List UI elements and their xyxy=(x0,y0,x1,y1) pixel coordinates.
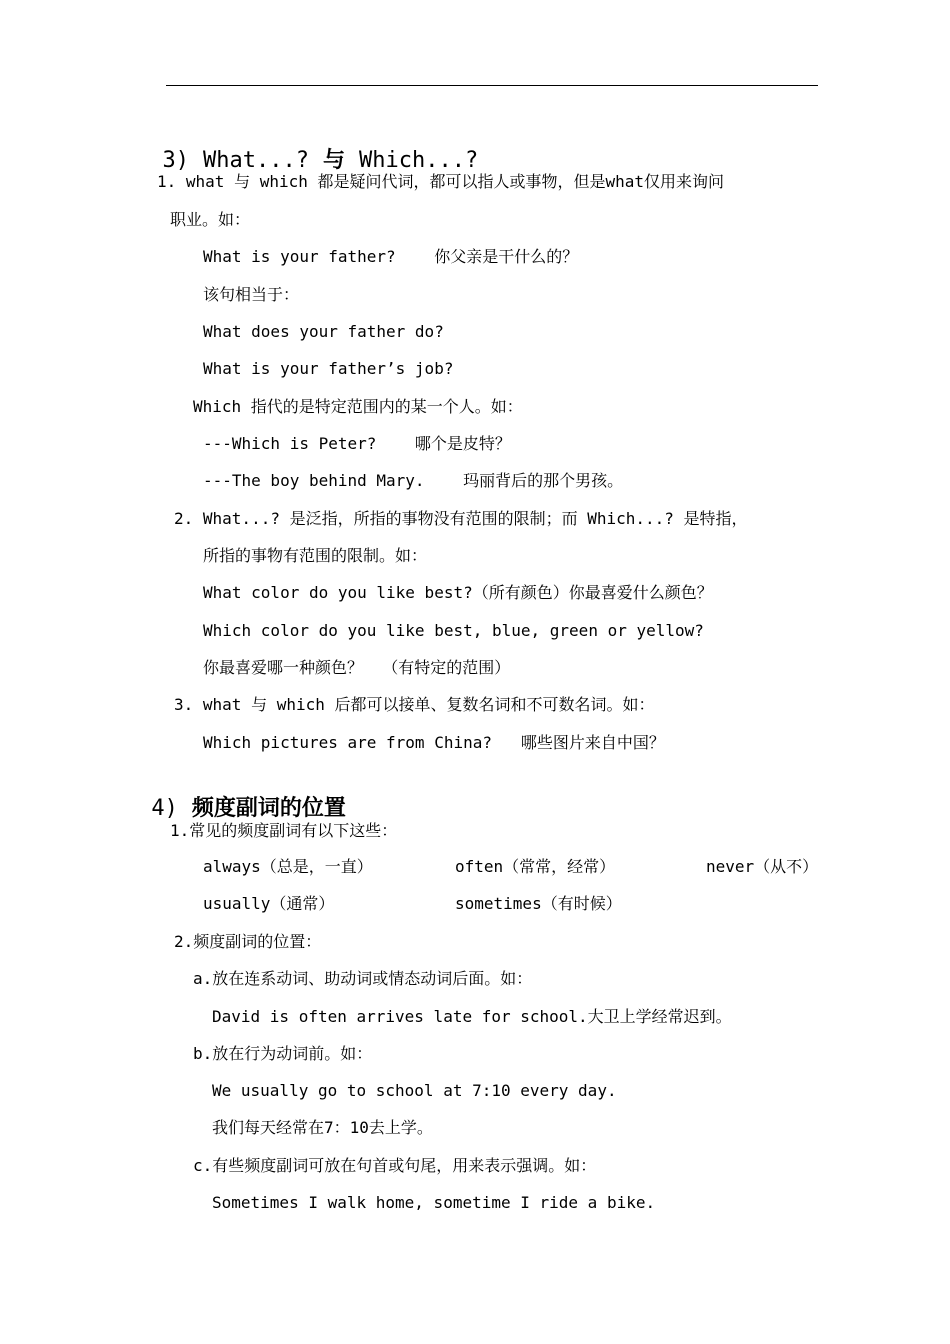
adverb-sometimes: sometimes（有时候） xyxy=(455,894,622,913)
rule-a-example: David is often arrives late for school.大卫上学经常迟到。 xyxy=(212,1007,732,1026)
section-3-title-and: 与 xyxy=(322,148,345,173)
point-1-line-1: 1. what 与 which 都是疑问代词，都可以指人或事物，但是what仅用来询问 xyxy=(157,172,725,191)
adverb-often: often（常常，经常） xyxy=(455,857,616,876)
example-which-color: Which color do you like best, blue, green or yellow? xyxy=(203,621,704,640)
section-4-heading xyxy=(136,767,346,823)
section-3-title-what: What...? xyxy=(203,148,309,173)
example-what-color: What color do you like best?（所有颜色）你最喜爱什么颜色？ xyxy=(203,583,713,602)
header-rule xyxy=(166,85,818,86)
example-which-pictures: Which pictures are from China? 哪些图片来自中国？ xyxy=(203,733,665,752)
rule-b-example-1: We usually go to school at 7:10 every day. xyxy=(212,1081,617,1100)
dialog-line-1: ---Which is Peter? 哪个是皮特？ xyxy=(203,434,511,453)
dialog-line-2: ---The boy behind Mary. 玛丽背后的那个男孩。 xyxy=(203,471,624,490)
point-1-line-2: 职业。如： xyxy=(170,210,251,229)
section-4-number: 4) xyxy=(151,796,178,821)
point-2-line-2: 所指的事物有范围的限制。如： xyxy=(203,546,428,565)
point-2-line-1: 2. What...? 是泛指，所指的事物没有范围的限制；而 Which...? 是特指， xyxy=(174,509,748,528)
section-3-number: 3) xyxy=(162,148,189,173)
example-which-color-translation: 你最喜爱哪一种颜色？ （有特定的范围） xyxy=(203,658,511,677)
rule-a-label: a.放在连系动词、助动词或情态动词后面。如： xyxy=(193,969,533,988)
adverb-never: never（从不） xyxy=(706,857,819,876)
example-what-does-father-do: What does your father do? xyxy=(203,322,444,341)
section-3-title-which: Which...? xyxy=(358,148,479,173)
section-4-title: 频度副词的位置 xyxy=(191,796,346,821)
which-intro: Which 指代的是特定范围内的某一个人。如： xyxy=(193,397,523,416)
example-father-job: What is your father’s job? xyxy=(203,359,454,378)
rule-c-example: Sometimes I walk home, sometime I ride a bike. xyxy=(212,1193,656,1212)
rule-b-label: b.放在行为动词前。如： xyxy=(193,1044,373,1063)
example-equivalent-note: 该句相当于： xyxy=(203,285,300,304)
section-3-heading xyxy=(136,119,478,175)
adverb-usually: usually（通常） xyxy=(203,894,335,913)
adverbs-intro: 1.常见的频度副词有以下这些： xyxy=(170,821,398,840)
adverb-always: always（总是，一直） xyxy=(203,857,373,876)
rule-b-example-2: 我们每天经常在7：10去上学。 xyxy=(212,1118,433,1137)
position-intro: 2.频度副词的位置： xyxy=(174,932,322,951)
rule-c-label: c.有些频度副词可放在句首或句尾，用来表示强调。如： xyxy=(193,1156,597,1175)
point-3-line-1: 3. what 与 which 后都可以接单、复数名词和不可数名词。如： xyxy=(174,695,655,714)
example-what-is-father: What is your father? 你父亲是干什么的？ xyxy=(203,247,579,266)
